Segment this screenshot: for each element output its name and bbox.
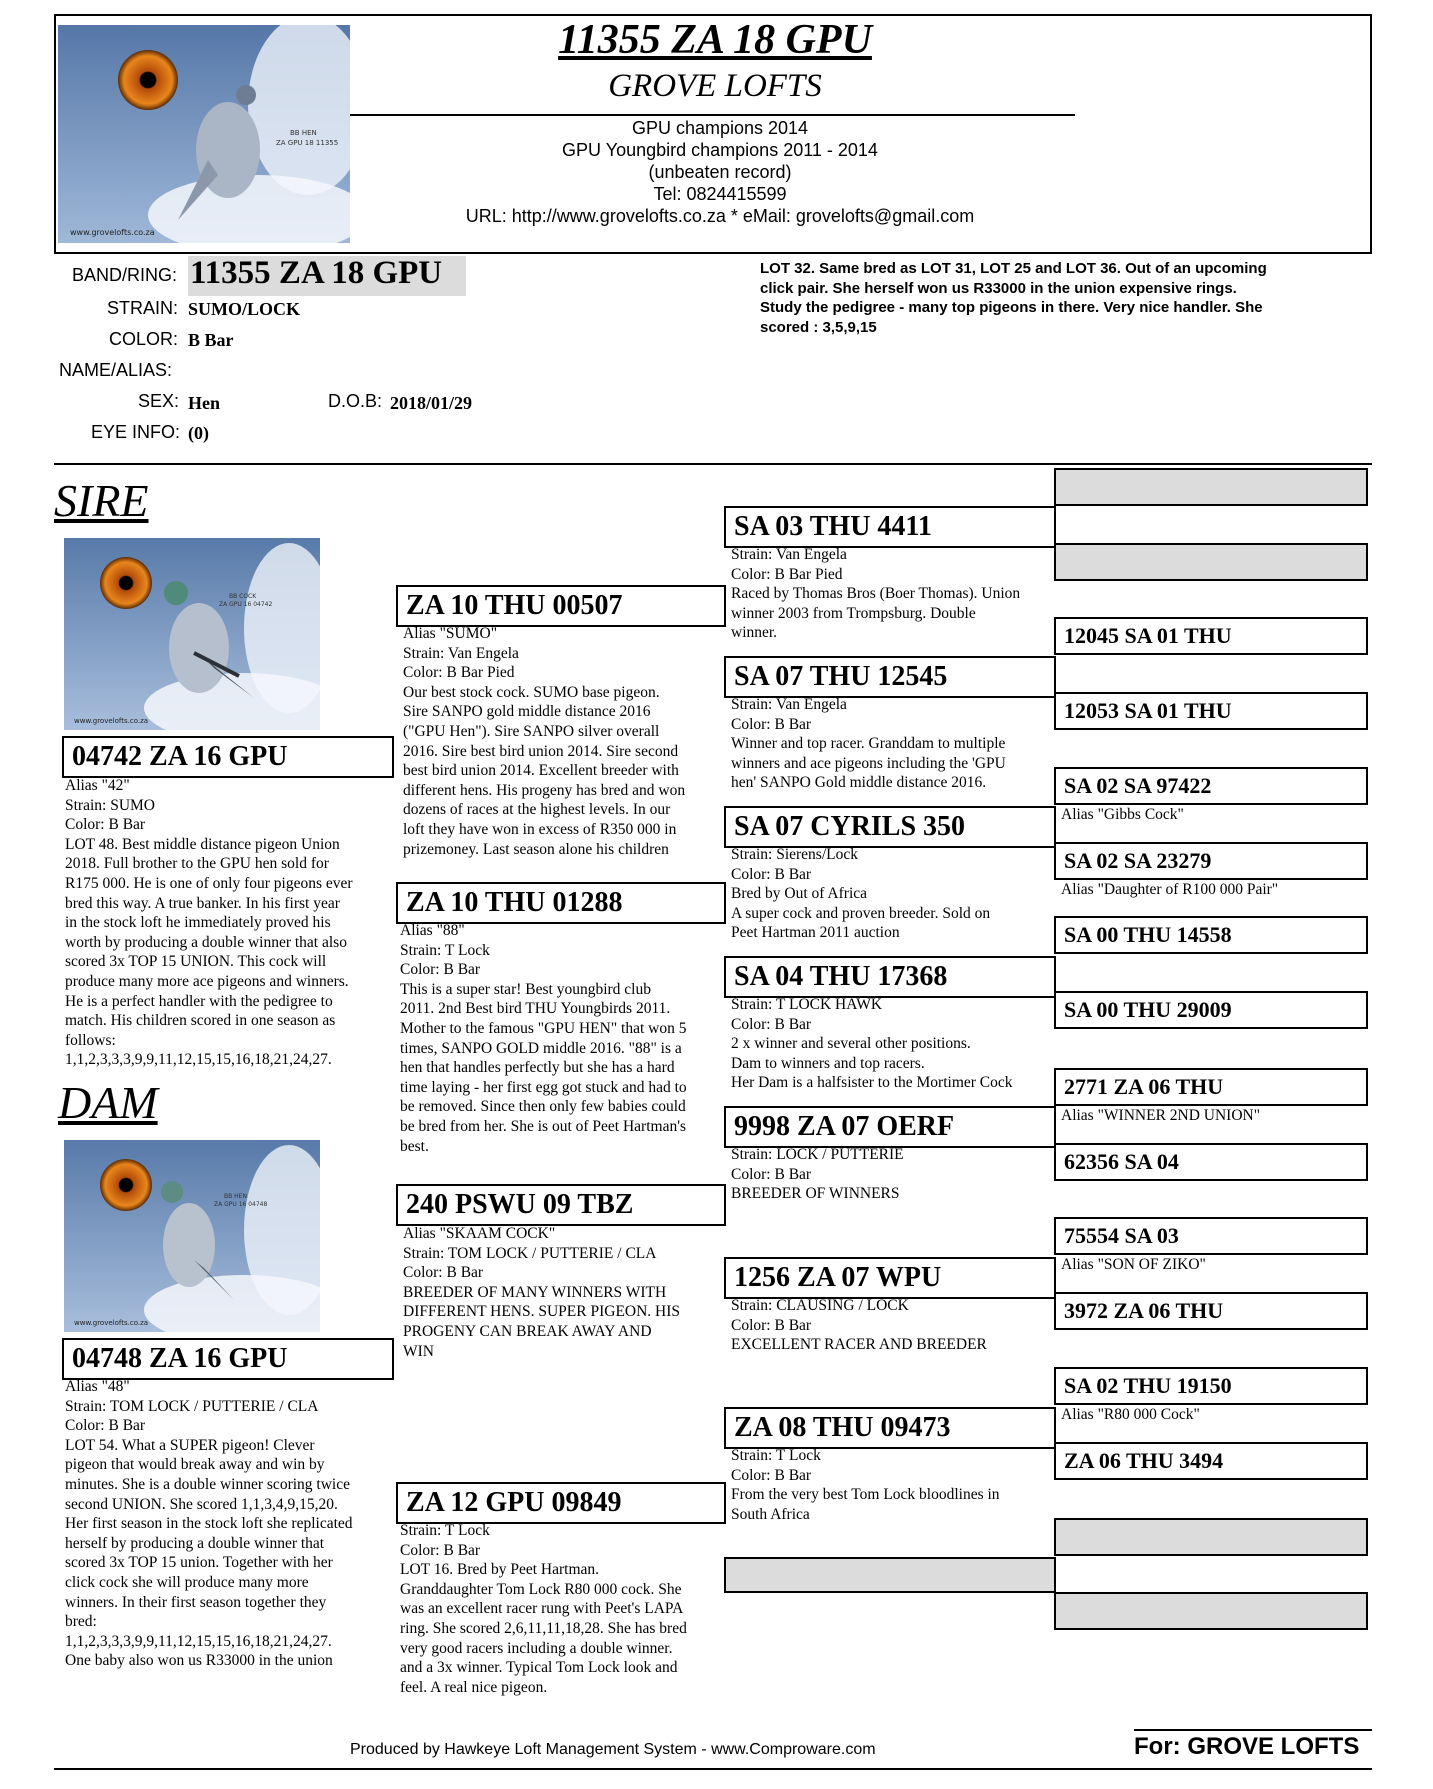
detail-line: time laying - her first egg got stuck and had to (400, 1078, 687, 1096)
sire-details (65, 776, 353, 1070)
detail-line: 1,1,2,3,3,3,9,9,11,12,15,15,16,18,21,24,27. (65, 1632, 332, 1650)
lot-note-line: Study the pedigree - many top pigeons in there. Very nice handler. She (760, 299, 1263, 316)
detail-line: Granddaughter Tom Lock R80 000 cock. She (400, 1580, 682, 1598)
photo-watermark: www.grovelofts.co.za (70, 228, 155, 237)
sire-heading: SIRE (54, 475, 149, 526)
detail-line: Color: B Bar (731, 715, 812, 733)
empty-slot (724, 1557, 1056, 1593)
photo-caption: ZA GPU 18 11355 (276, 139, 339, 147)
detail-line: Strain: Van Engela (403, 644, 519, 662)
photo-caption: BB COCK (229, 593, 257, 600)
detail-line: Color: B Bar (400, 961, 481, 979)
name-label: NAME/ALIAS: (59, 360, 173, 380)
detail-line: was an excellent racer rung with Peet's LAPA (400, 1600, 684, 1618)
gen4-band: SA 00 THU 14558 (1054, 916, 1368, 954)
detail-line: different hens. His progeny has bred and won (403, 781, 686, 799)
detail-line: Dam to winners and top racers. (731, 1054, 925, 1072)
gen4-alias: Alias "WINNER 2ND UNION" (1061, 1107, 1261, 1124)
detail-line: DIFFERENT HENS. SUPER PIGEON. HIS (403, 1303, 681, 1321)
detail-line: herself by producing a double winner that (65, 1534, 325, 1552)
gen4-alias: Alias "Daughter of R100 000 Pair" (1061, 881, 1279, 898)
detail-line: hen that handles perfectly but she has a hard (400, 1059, 675, 1077)
detail-line: Our best stock cock. SUMO base pigeon. (403, 683, 660, 701)
gen4-band: ZA 06 THU 3494 (1054, 1442, 1368, 1480)
dam-photo (64, 1140, 320, 1332)
detail-line: Winner and top racer. Granddam to multiple (731, 735, 1006, 753)
dob-label: D.O.B: (328, 391, 383, 411)
loft-info-line: URL: http://www.grovelofts.co.za * eMail: grovelofts@gmail.com (465, 206, 975, 226)
eye-value: (0) (188, 423, 209, 443)
detail-line: Raced by Thomas Bros (Boer Thomas). Union (731, 585, 1021, 603)
header-divider (350, 114, 1075, 116)
detail-line: Her first season in the stock loft she replicated (65, 1515, 353, 1533)
gen4-alias: Alias "R80 000 Cock" (1061, 1406, 1200, 1423)
detail-line: winners. In their first season together they (65, 1593, 327, 1611)
detail-line: From the very best Tom Lock bloodlines in (731, 1486, 1000, 1504)
detail-line: LOT 54. What a SUPER pigeon! Clever (65, 1436, 315, 1454)
gen3-band: SA 03 THU 4411 (724, 506, 1056, 548)
gen3-details (731, 1145, 904, 1204)
detail-line: winner. (731, 624, 778, 642)
detail-line: click cock she will produce many more (65, 1573, 309, 1591)
detail-line: Color: B Bar (731, 1165, 812, 1183)
band-label: BAND/RING: (72, 265, 178, 285)
dob-value: 2018/01/29 (390, 393, 473, 413)
detail-line: loft they have won in excess of R350 000 in (403, 820, 677, 838)
gen3-details (731, 545, 1020, 643)
detail-line: follows: (65, 1031, 116, 1049)
strain-label: STRAIN: (107, 298, 179, 318)
detail-line: 2018. Full brother to the GPU hen sold for (65, 855, 329, 873)
detail-line: Strain: TOM LOCK / PUTTERIE / CLA (403, 1244, 657, 1262)
gen3-band: ZA 08 THU 09473 (724, 1407, 1056, 1449)
gen4-band: 12045 SA 01 THU (1054, 617, 1368, 655)
detail-line: Strain: Van Engela (731, 546, 847, 563)
detail-line: Color: B Bar (731, 1466, 812, 1484)
footer-for: For: GROVE LOFTS (1134, 1733, 1360, 1760)
detail-line: feel. A real nice pigeon. (400, 1678, 548, 1696)
detail-line: Alias "48" (65, 1378, 130, 1395)
photo-caption: BB HEN (290, 129, 317, 137)
detail-line: in the stock loft he immediately proved his (65, 914, 331, 932)
gen2-details (400, 1521, 687, 1697)
detail-line: Strain: T Lock (400, 941, 490, 959)
sex-label: SEX: (138, 391, 180, 411)
detail-line: R175 000. He is one of only four pigeons ever (65, 874, 353, 892)
detail-line: One baby also won us R33000 in the union (65, 1652, 333, 1670)
section-divider (54, 463, 1372, 465)
detail-line: ring. She scored 2,6,11,11,18,28. She has bred (400, 1619, 687, 1637)
photo-watermark: www.grovelofts.co.za (74, 717, 149, 725)
detail-line: be removed. Since then only few babies could (400, 1098, 686, 1116)
band-value: 11355 ZA 18 GPU (190, 255, 443, 291)
color-value: B Bar (188, 330, 234, 350)
detail-line: Color: B Bar (731, 1316, 812, 1334)
photo-caption: ZA GPU 16 04748 (214, 1201, 268, 1208)
loft-name: GROVE LOFTS (608, 68, 822, 104)
photo-caption: BB HEN (224, 1193, 247, 1200)
empty-slot (1054, 468, 1368, 506)
gen3-details (731, 1296, 987, 1355)
gen3-details (731, 845, 990, 943)
detail-line: Strain: Van Engela (731, 696, 847, 713)
gen4-band: SA 02 THU 19150 (1054, 1367, 1368, 1405)
photo-watermark: www.grovelofts.co.za (74, 1319, 149, 1327)
loft-info-line: Tel: 0824415599 (653, 184, 787, 204)
detail-line: minutes. She is a double winner scoring twice (65, 1475, 350, 1493)
gen4-band: SA 00 THU 29009 (1054, 991, 1368, 1029)
dam-details (65, 1377, 353, 1671)
loft-info (360, 117, 1080, 227)
gen4-band: SA 02 SA 23279 (1054, 842, 1368, 880)
gen2-band: ZA 10 THU 01288 (396, 882, 726, 924)
detail-line: and a 3x winner. Typical Tom Lock look and (400, 1659, 678, 1677)
gen2-details (400, 921, 687, 1156)
detail-line: Sire SANPO gold middle distance 2016 (403, 703, 651, 721)
gen4-band: 12053 SA 01 THU (1054, 692, 1368, 730)
detail-line: 1,1,2,3,3,3,9,9,11,12,15,15,16,18,21,24,27. (65, 1051, 332, 1069)
detail-line: bred this way. A true banker. In his first year (65, 894, 340, 912)
detail-line: Alias "42" (65, 777, 130, 794)
gen2-details (403, 624, 685, 859)
detail-line: second UNION. She scored 1,1,3,4,9,15,20. (65, 1495, 338, 1513)
detail-line: Her Dam is a halfsister to the Mortimer Cock (731, 1074, 1013, 1092)
detail-line: Strain: T LOCK HAWK (731, 996, 883, 1013)
gen2-band: ZA 10 THU 00507 (396, 585, 726, 627)
hen-photo (58, 25, 350, 243)
strain-value: SUMO/LOCK (188, 299, 301, 319)
detail-line: Strain: T Lock (731, 1447, 821, 1464)
detail-line: Strain: SUMO (65, 796, 155, 814)
detail-line: be bred from her. She is out of Peet Hartman's (400, 1117, 687, 1135)
detail-line: bred: (65, 1613, 97, 1631)
detail-line: times, SANPO GOLD middle 2016. "88" is a (400, 1039, 682, 1057)
detail-line: Strain: CLAUSING / LOCK (731, 1297, 909, 1314)
detail-line: Alias "SKAAM COCK" (403, 1225, 556, 1242)
detail-line: Color: B Bar (65, 1417, 146, 1435)
gen4-alias: Alias "SON OF ZIKO" (1061, 1256, 1206, 1273)
gen4-band: SA 02 SA 97422 (1054, 767, 1368, 805)
detail-line: Strain: LOCK / PUTTERIE (731, 1146, 904, 1163)
gen4-band: 62356 SA 04 (1054, 1143, 1368, 1181)
sire-photo (64, 538, 320, 730)
detail-line: winners and ace pigeons including the 'GPU (731, 754, 1006, 772)
gen2-band: 240 PSWU 09 TBZ (396, 1184, 726, 1226)
footer-divider (54, 1768, 1372, 1770)
detail-line: ("GPU Hen"). Sire SANPO silver overall (403, 722, 660, 740)
gen3-band: 1256 ZA 07 WPU (724, 1257, 1056, 1299)
detail-line: BREEDER OF MANY WINNERS WITH (403, 1283, 667, 1301)
detail-line: Alias "88" (400, 922, 465, 939)
gen3-band: 9998 ZA 07 OERF (724, 1106, 1056, 1148)
detail-line: South Africa (731, 1505, 810, 1523)
detail-line: He is a perfect handler with the pedigree to (65, 992, 333, 1010)
detail-line: Strain: Sierens/Lock (731, 846, 858, 863)
gen4-band: 2771 ZA 06 THU (1054, 1068, 1368, 1106)
detail-line: Color: B Bar (731, 865, 812, 883)
detail-line: Strain: TOM LOCK / PUTTERIE / CLA (65, 1397, 319, 1415)
detail-line: BREEDER OF WINNERS (731, 1185, 900, 1203)
lot-note-line: LOT 32. Same bred as LOT 31, LOT 25 and LOT 36. Out of an upcoming (760, 260, 1267, 277)
detail-line: produce many more ace pigeons and winners. (65, 972, 349, 990)
sire-band: 04742 ZA 16 GPU (62, 736, 394, 778)
detail-line: Color: B Bar (65, 816, 146, 834)
eye-label: EYE INFO: (91, 422, 181, 442)
detail-line: Color: B Bar (400, 1541, 481, 1559)
detail-line: 2 x winner and several other positions. (731, 1035, 971, 1053)
loft-info-line: (unbeaten record) (648, 162, 792, 182)
color-label: COLOR: (109, 329, 179, 349)
gen3-details (731, 995, 1013, 1093)
loft-info-line: GPU champions 2014 (631, 118, 809, 138)
gen4-alias: Alias "Gibbs Cock" (1061, 806, 1184, 823)
footer-credit: Produced by Hawkeye Loft Management System - www.Comproware.com (350, 1741, 876, 1758)
loft-info-line: GPU Youngbird champions 2011 - 2014 (562, 140, 878, 160)
gen2-details (403, 1224, 680, 1361)
detail-line: Color: B Bar Pied (731, 565, 843, 583)
detail-line: best bird union 2014. Excellent breeder with (403, 762, 679, 780)
detail-line: 2016. Sire best bird union 2014. Sire second (403, 742, 679, 760)
dam-heading: DAM (58, 1077, 158, 1128)
gen3-band: SA 07 THU 12545 (724, 656, 1056, 698)
detail-line: winner 2003 from Trompsburg. Double (731, 604, 976, 622)
detail-line: worth by producing a double winner that also (65, 933, 347, 951)
footer-for-divider (1134, 1729, 1372, 1731)
detail-line: Color: B Bar Pied (403, 664, 515, 682)
detail-line: hen' SANPO Gold middle distance 2016. (731, 774, 987, 792)
empty-slot (1054, 1592, 1368, 1630)
gen4-band: 3972 ZA 06 THU (1054, 1292, 1368, 1330)
detail-line: This is a super star! Best youngbird club (400, 980, 651, 998)
lot-note-line: scored : 3,5,9,15 (760, 318, 877, 336)
detail-line: dozens of races at the highest levels. In our (403, 801, 671, 819)
empty-slot (1054, 543, 1368, 581)
detail-line: Peet Hartman 2011 auction (731, 924, 900, 942)
page-title: 11355 ZA 18 GPU (558, 17, 872, 63)
detail-line: match. His children scored in one season as (65, 1012, 336, 1030)
detail-line: very good racers including a double winner. (400, 1639, 673, 1657)
empty-slot (1054, 1518, 1368, 1556)
detail-line: Color: B Bar (731, 1015, 812, 1033)
detail-line: WIN (403, 1342, 434, 1360)
photo-caption: ZA GPU 16 04742 (219, 601, 273, 608)
gen4-band: 75554 SA 03 (1054, 1217, 1368, 1255)
lot-note (760, 259, 1360, 337)
detail-line: Color: B Bar (403, 1264, 484, 1282)
sex-value: Hen (188, 393, 221, 413)
detail-line: LOT 48. Best middle distance pigeon Union (65, 835, 340, 853)
detail-line: Bred by Out of Africa (731, 885, 868, 903)
detail-line: PROGENY CAN BREAK AWAY AND (403, 1322, 652, 1340)
dam-band: 04748 ZA 16 GPU (62, 1338, 394, 1380)
detail-line: Alias "SUMO" (403, 625, 498, 642)
detail-line: pigeon that would break away and win by (65, 1456, 325, 1474)
lot-note-line: click pair. She herself won us R33000 in the union expensive rings. (760, 279, 1237, 297)
gen3-details (731, 1446, 1000, 1524)
detail-line: LOT 16. Bred by Peet Hartman. (400, 1561, 600, 1579)
detail-line: 2011. 2nd Best bird THU Youngbirds 2011. (400, 1000, 671, 1018)
gen3-band: SA 07 CYRILS 350 (724, 806, 1056, 848)
detail-line: prizemoney. Last season alone his children (403, 840, 669, 858)
detail-line: EXCELLENT RACER AND BREEDER (731, 1336, 987, 1354)
detail-line: best. (400, 1137, 429, 1155)
detail-line: A super cock and proven breeder. Sold on (731, 904, 991, 922)
gen2-band: ZA 12 GPU 09849 (396, 1482, 726, 1524)
detail-line: scored 3x TOP 15 union. Together with her (65, 1554, 333, 1572)
gen3-band: SA 04 THU 17368 (724, 956, 1056, 998)
detail-line: Mother to the famous "GPU HEN" that won 5 (400, 1019, 687, 1037)
detail-line: Strain: T Lock (400, 1522, 490, 1539)
gen3-details (731, 695, 1006, 793)
detail-line: scored 3x TOP 15 UNION. This cock will (65, 953, 327, 971)
